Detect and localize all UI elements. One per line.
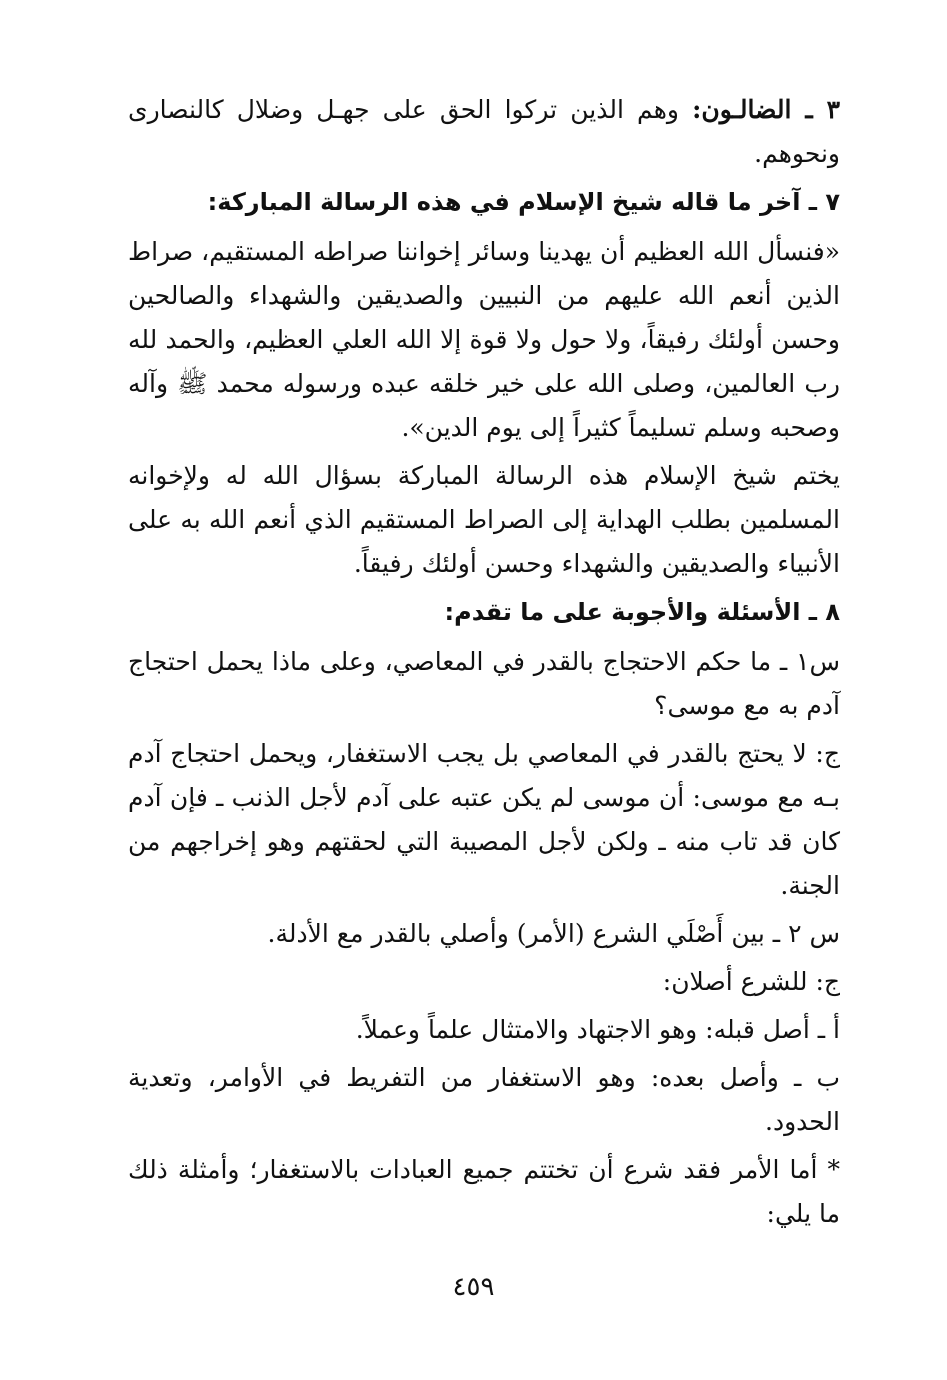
summary-paragraph: يختم شيخ الإسلام هذه الرسالة المباركة بسؤال الله له ولإخوانه المسلمين بطلب الهداية إلى الصراط المستقيم الذي أنعم الله به على الأنبياء والصديقين والشهداء وحسن أولئك رفيقاً. <box>128 461 840 578</box>
closing-quote-paragraph: «فنسأل الله العظيم أن يهدينا وسائر إخواننا صراطه المستقيم، صراط الذين أنعم الله عليهم من النبيين والصديقين والشهداء والصالحين وحسن أولئك رفيقاً، ولا حول ولا قوة إلا الله العلي العظيم، والحمد لله رب العالمين، وصلى الله على خير خلقه عبده ورسوله محمد ﷺ وآله وصحبه وسلم تسليماً كثيراً إلى يوم الدين». <box>128 237 840 442</box>
answer-2-point-b: ب ـ وأصل بعده: وهو الاستغفار من التفريط في الأوامر، وتعدية الحدود. <box>128 1063 840 1136</box>
book-page-text <box>128 88 840 1240</box>
answer-1: ج: لا يحتج بالقدر في المعاصي بل يجب الاستغفار، ويحمل احتجاج آدم بـه مع موسى: أن موسى لم يكن عتبه على آدم لأجل الذنب ـ فإن آدم كان قد تاب منه ـ ولكن لأجل المصيبة التي لحقتهم وهو إخراجهم من الجنة. <box>128 739 840 900</box>
item-3-lead: ٣ ـ الضالـون: <box>692 95 840 124</box>
answer-2: ج: للشرع أصلان: <box>662 967 840 996</box>
section-7-heading: ٧ ـ آخر ما قاله شيخ الإسلام في هذه الرسالة المباركة: <box>207 188 840 216</box>
answer-2-point-a: أ ـ أصل قبله: وهو الاجتهاد والامتثال علماً وعملاً. <box>355 1015 840 1044</box>
page-number: ٤٥٩ <box>452 1272 495 1302</box>
section-8-heading: ٨ ـ الأسئلة والأجوبة على ما تقدم: <box>444 598 840 626</box>
note-paragraph: * أما الأمر فقد شرع أن تختتم جميع العبادات بالاستغفار؛ وأمثلة ذلك ما يلي: <box>128 1155 840 1228</box>
question-1: س١ ـ ما حكم الاحتجاج بالقدر في المعاصي، وعلى ماذا يحمل احتجاج آدم به مع موسى؟ <box>128 647 840 720</box>
question-2: س ٢ ـ بين أَصْلَي الشرع (الأمر) وأصلي بالقدر مع الأدلة. <box>267 919 840 948</box>
item-3-text: وهم الذين تركوا الحق على جهـل وضلال كالنصارى ونحوهم. <box>128 95 840 168</box>
item-3-paragraph <box>128 88 840 176</box>
